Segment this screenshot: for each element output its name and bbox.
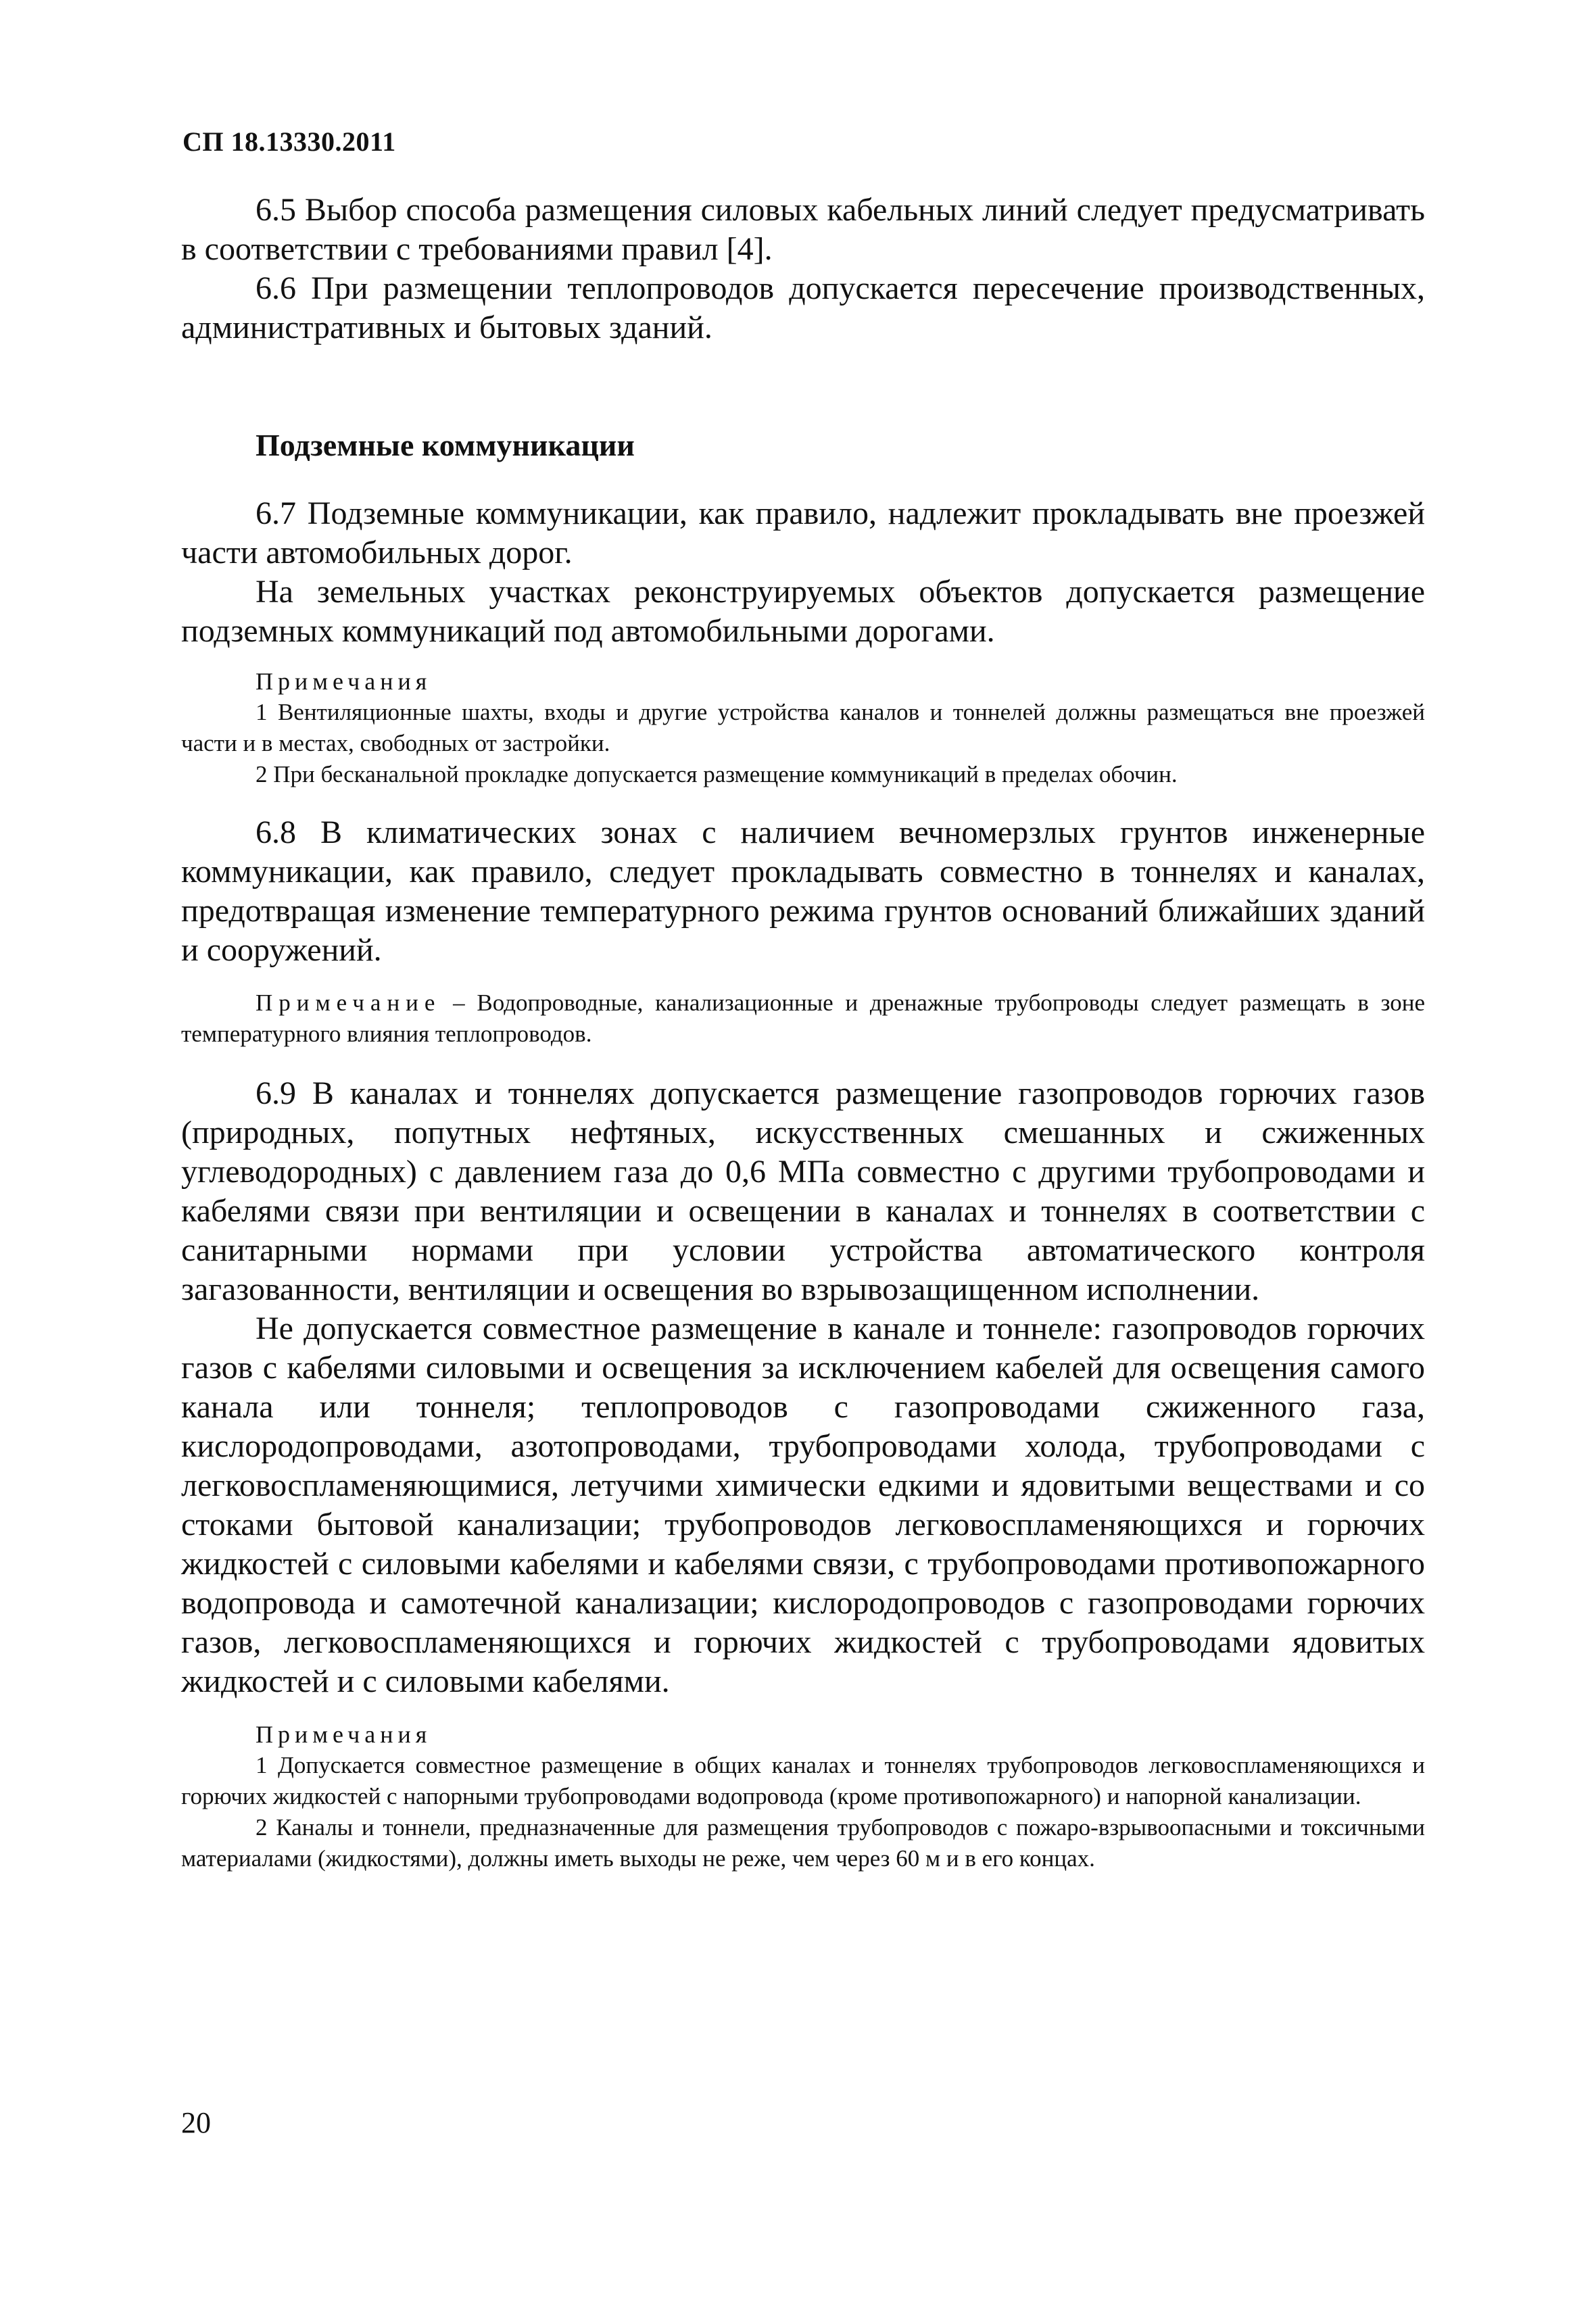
page-number: 20 — [181, 2106, 211, 2139]
section-heading: Подземные коммуникации — [256, 428, 635, 462]
clause-6-7-continued: На земельных участках реконструируемых объектов допускается размещение подземных коммуникаций под автомобильными дорогами. — [181, 574, 1425, 649]
page-content — [181, 191, 1425, 1874]
clause-6-5: 6.5 Выбор способа размещения силовых кабельных линий следует предусматривать в соответствии с требованиями правил [4]. — [181, 192, 1425, 267]
note-label-inline: Примечание — [256, 990, 441, 1016]
note-item: 2 При бесканальной прокладке допускается размещение коммуникаций в пределах обочин. — [256, 761, 1178, 787]
note-item: 2 Каналы и тоннели, предназначенные для размещения трубопроводов с пожаро-взрывоопасными и токсичными материалами (жидкостями), должны иметь выходы не реже, чем через 60 м и в его концах. — [181, 1814, 1425, 1872]
clause-6-7: 6.7 Подземные коммуникации, как правило, надлежит прокладывать вне проезжей части автомобильных дорог. — [181, 495, 1425, 570]
clause-6-9: 6.9 В каналах и тоннелях допускается размещение газопроводов горючих газов (природных, попутных нефтяных, искусственных смешанных и сжиженных углеводородных) с давлением газа до 0,6 МПа совместно с другими трубопроводами и кабелями связи при вентиляции и освещении в каналах и тоннелях в соответствии с санитарными нормами при условии устройства автоматического контроля загазованности, вентиляции и освещения во взрывозащищенном исполнении. — [181, 1075, 1425, 1307]
clause-6-9-continued: Не допускается совместное размещение в канале и тоннеле: газопроводов горючих газов с кабелями силовыми и освещения за исключением кабелей для освещения самого канала или тоннеля; теплопроводов с газопроводами сжиженного газа, кислородопроводами, азотопроводами, трубопроводами холода, трубопроводами с легковоспламеняющимися, летучими химически едкими и ядовитыми веществами и со стоками бытовой канализации; трубопроводов легковоспламеняющихся и горючих жидкостей с силовыми кабелями и кабелями связи, с трубопроводами противопожарного водопровода и самотечной канализации; кислородопроводов с газопроводами горючих газов, легковоспламеняющихся и горючих жидкостей с трубопроводами ядовитых жидкостей и с силовыми кабелями. — [181, 1311, 1425, 1699]
note-text: – Водопроводные, канализационные и дренажные трубопроводы следует размещать в зоне температурного влияния теплопроводов. — [181, 990, 1425, 1047]
note-item: 1 Вентиляционные шахты, входы и другие устройства каналов и тоннелей должны размещаться вне проезжей части и в местах, свободных от застройки. — [181, 699, 1425, 756]
note-item: 1 Допускается совместное размещение в общих каналах и тоннелях трубопроводов легковоспламеняющихся и горючих жидкостей с напорными трубопроводами водопровода (кроме противопожарного) и напорной канализации. — [181, 1752, 1425, 1809]
clause-6-6: 6.6 При размещении теплопроводов допускается пересечение производственных, административных и бытовых зданий. — [181, 270, 1425, 345]
document-code: СП 18.13330.2011 — [183, 126, 396, 157]
notes-label: Примечания — [256, 668, 432, 695]
notes-label: Примечания — [256, 1721, 432, 1748]
note-single — [181, 988, 1425, 1050]
clause-6-8: 6.8 В климатических зонах с наличием вечномерзлых грунтов инженерные коммуникации, как правило, следует прокладывать совместно в тоннелях и каналах, предотвращая изменение температурного режима грунтов оснований ближайших зданий и сооружений. — [181, 814, 1425, 968]
